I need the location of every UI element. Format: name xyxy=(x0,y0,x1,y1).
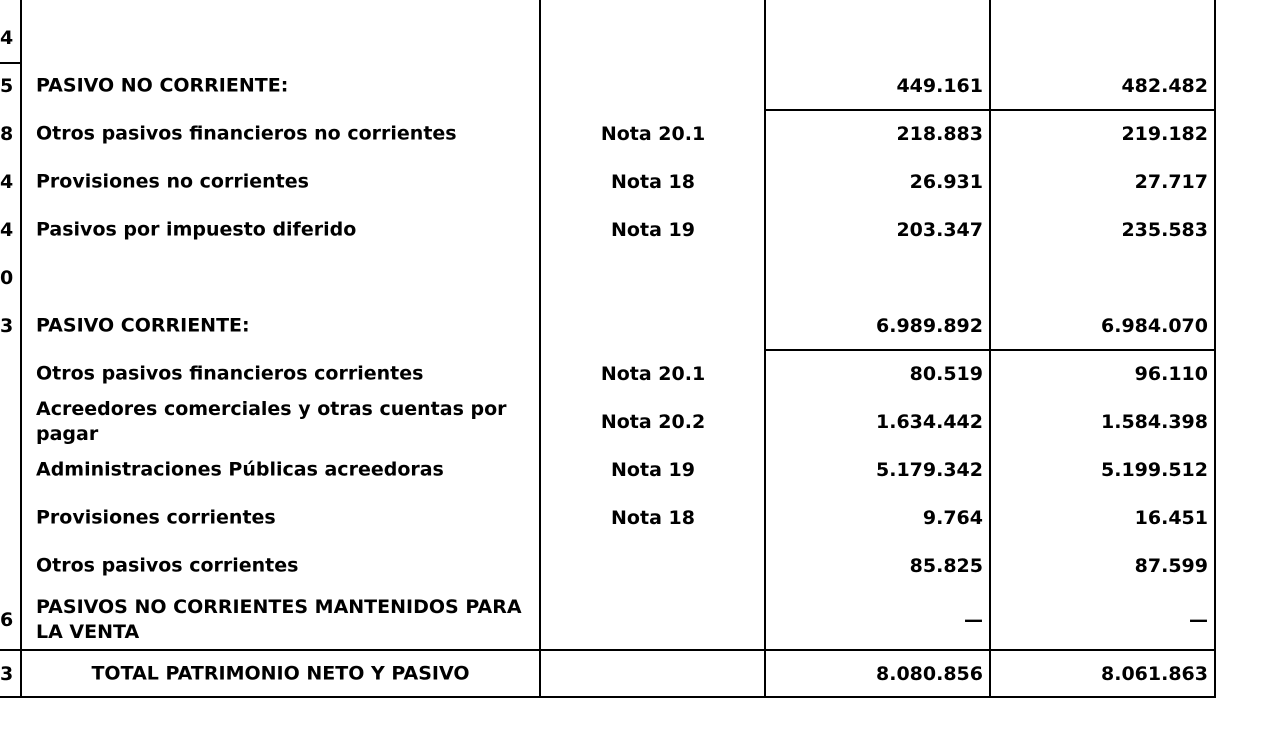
value-current: 8.080.856 xyxy=(876,663,983,685)
table-row xyxy=(0,350,1216,398)
row-number: 4 xyxy=(0,171,14,193)
table-row xyxy=(0,302,1216,350)
note-reference: Nota 20.1 xyxy=(600,123,706,145)
table-row xyxy=(0,14,1216,62)
table-row xyxy=(0,254,1216,302)
value-previous: 219.182 xyxy=(1121,123,1208,145)
value-previous: 5.199.512 xyxy=(1101,459,1208,481)
value-previous: 6.984.070 xyxy=(1101,315,1208,337)
table-row xyxy=(0,110,1216,158)
table-row xyxy=(0,398,1216,446)
row-label: PASIVO CORRIENTE: xyxy=(36,314,250,337)
value-current: 85.825 xyxy=(909,555,983,577)
row-label: PASIVO NO CORRIENTE: xyxy=(36,74,289,97)
value-previous: 8.061.863 xyxy=(1101,663,1208,685)
value-current: 26.931 xyxy=(909,171,983,193)
row-label: Otros pasivos financieros no corrientes xyxy=(36,122,457,145)
table-row xyxy=(0,62,1216,110)
value-previous: 87.599 xyxy=(1134,555,1208,577)
table-row-total xyxy=(0,650,1216,698)
value-current: 5.179.342 xyxy=(876,459,983,481)
value-previous: — xyxy=(1189,609,1208,631)
value-previous: 1.584.398 xyxy=(1101,411,1208,433)
value-current: 203.347 xyxy=(896,219,983,241)
value-previous: 96.110 xyxy=(1134,363,1208,385)
row-label: PASIVOS NO CORRIENTES MANTENIDOS PARA LA VENTA xyxy=(36,596,522,643)
table-row xyxy=(0,596,1216,644)
value-current: 9.764 xyxy=(922,507,983,529)
note-reference: Nota 18 xyxy=(611,171,695,193)
total-label: TOTAL PATRIMONIO NETO Y PASIVO xyxy=(91,662,470,685)
row-label: Provisiones no corrientes xyxy=(36,170,309,193)
row-number: 4 xyxy=(0,27,14,49)
value-current: 218.883 xyxy=(896,123,983,145)
note-reference: Nota 20.2 xyxy=(600,411,706,433)
row-label: Pasivos por impuesto diferido xyxy=(36,218,357,241)
row-label: Otros pasivos financieros corrientes xyxy=(36,362,424,385)
note-reference: Nota 19 xyxy=(611,219,695,241)
value-previous: 16.451 xyxy=(1134,507,1208,529)
value-current: 449.161 xyxy=(896,75,983,97)
table-row xyxy=(0,542,1216,590)
row-number: 8 xyxy=(0,123,14,145)
value-previous: 482.482 xyxy=(1121,75,1208,97)
note-reference: Nota 20.1 xyxy=(600,363,706,385)
value-current: 6.989.892 xyxy=(876,315,983,337)
table-row xyxy=(0,494,1216,542)
table-row xyxy=(0,158,1216,206)
row-number: 3 xyxy=(0,315,14,337)
row-number: 4 xyxy=(0,219,14,241)
value-current: 1.634.442 xyxy=(876,411,983,433)
row-label: Provisiones corrientes xyxy=(36,506,276,529)
value-current: — xyxy=(964,609,983,631)
value-previous: 235.583 xyxy=(1121,219,1208,241)
note-reference: Nota 18 xyxy=(611,507,695,529)
row-number: 6 xyxy=(0,609,14,631)
row-label: Acreedores comerciales y otras cuentas por pagar xyxy=(36,398,507,445)
row-label: Otros pasivos corrientes xyxy=(36,554,299,577)
row-number: 5 xyxy=(0,75,14,97)
row-number: 0 xyxy=(0,267,14,289)
row-label: Administraciones Públicas acreedoras xyxy=(36,458,444,481)
value-current: 80.519 xyxy=(909,363,983,385)
table-row xyxy=(0,446,1216,494)
row-number: 3 xyxy=(0,663,14,685)
value-previous: 27.717 xyxy=(1134,171,1208,193)
table-row xyxy=(0,206,1216,254)
note-reference: Nota 19 xyxy=(611,459,695,481)
